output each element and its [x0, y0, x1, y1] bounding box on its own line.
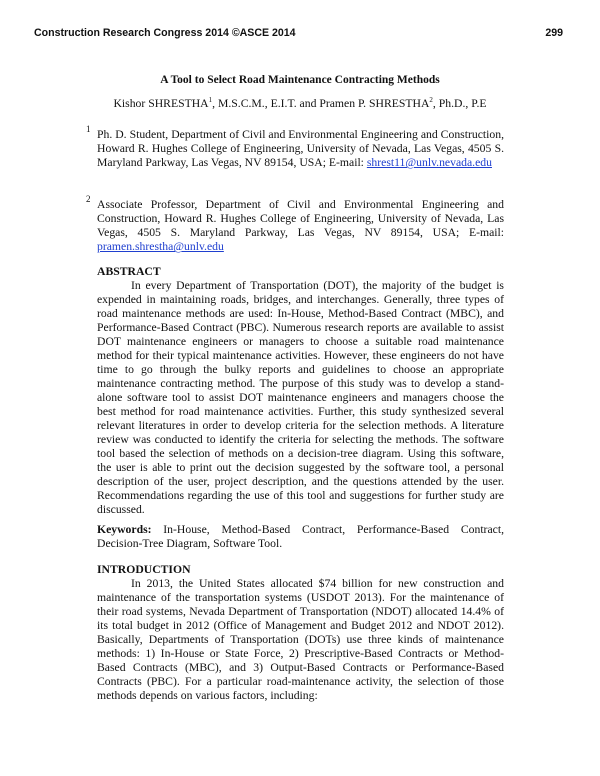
- keywords-text: In-House, Method-Based Contract, Performance-Based Contract, Decision-Tree Diagram, Software Tool.: [97, 523, 504, 550]
- author-2-credentials: , Ph.D., P.E: [432, 97, 487, 110]
- keywords-label: Keywords:: [97, 523, 152, 536]
- author-1-name: Kishor SHRESTHA: [113, 97, 209, 110]
- affiliation-2-email-link[interactable]: pramen.shrestha@unlv.edu: [97, 240, 224, 254]
- paper-title: A Tool to Select Road Maintenance Contracting Methods: [160, 74, 440, 86]
- abstract-body: In every Department of Transportation (DOT), the majority of the budget is expended in maintaining roads, bridges, and interchanges. Generally, three types of road maintenance methods are used: In-House, Method-Based Contract (MBC), and Performance-Based Contract (PBC). Numerous research reports are available to assist DOT maintenance engineers or managers to choose a suitable road maintenance method for their typical maintenance activities. However, these engineers do not have time to go through the bulky reports and guidelines to choose an appropriate maintenance contracting method. The purpose of this study was to develop a stand-alone software tool to assist DOT maintenance engineers and managers choose the best method for road maintenance activities. Further, this study synthesized several relevant literatures in order to develop criteria for the selection methods. A literature review was conducted to identify the criteria for selecting the methods. The software tool based the selection of methods on a decision-tree diagram. Using this software, the user is able to print out the decision suggested by the software tool, a personal description of the user, project description, and the questions attended by the user. Recommendations regarding the use of this tool and suggestions for further study are discussed.: [97, 279, 504, 516]
- affiliation-2-number: 2: [86, 194, 91, 204]
- keywords: [97, 523, 504, 551]
- affiliation-1-email-link[interactable]: shrest11@unlv.nevada.edu: [366, 156, 492, 170]
- page-number: 299: [545, 27, 563, 39]
- introduction-heading: INTRODUCTION: [97, 563, 191, 576]
- author-2-marker: 2: [429, 96, 433, 104]
- author-1-credentials: , M.S.C.M., E.I.T. and Pramen P. SHRESTHA: [212, 97, 430, 110]
- running-header: [34, 27, 563, 39]
- introduction-body: In 2013, the United States allocated $74 billion for new construction and maintenance of the transportation systems (USDOT 2013). For the maintenance of their road systems, Nevada Department of Transportation (NDOT) allocated 14.4% of its total budget in 2012 (Office of Management and Budget 2012 and NDOT 2012). Basically, Departments of Transportation (DOTs) use three kinds of maintenance methods: 1) In-House or State Force, 2) Prescriptive-Based Contracts or Method-Based Contracts (MBC), and 3) Output-Based Contracts or Performance-Based Contracts (PBC). For a particular road-maintenance activity, the selection of those methods depends on various factors, including:: [97, 577, 504, 702]
- conference-name: Construction Research Congress 2014 ©ASCE 2014: [34, 27, 296, 39]
- author-1-marker: 1: [208, 96, 213, 104]
- affiliation-1: [86, 124, 504, 170]
- author-line: [0, 96, 600, 110]
- affiliation-2: [86, 194, 504, 254]
- affiliation-2-text: Associate Professor, Department of Civil and Environmental Engineering and Construction, Howard R. Hughes College of Engineering, University of Nevada, Las Vegas, 4505 S. Maryland Parkway, Las Vegas, NV 89154, USA; E-mail:: [97, 198, 504, 240]
- affiliation-1-text: Ph. D. Student, Department of Civil and Environmental Engineering and Construction, Howard R. Hughes College of Engineering, University of Nevada, Las Vegas, 4505 S. Maryland Parkway, Las Vegas, NV 89154, USA; E-mail:: [97, 128, 504, 170]
- abstract-heading: ABSTRACT: [97, 265, 161, 278]
- affiliation-1-number: 1: [86, 124, 91, 134]
